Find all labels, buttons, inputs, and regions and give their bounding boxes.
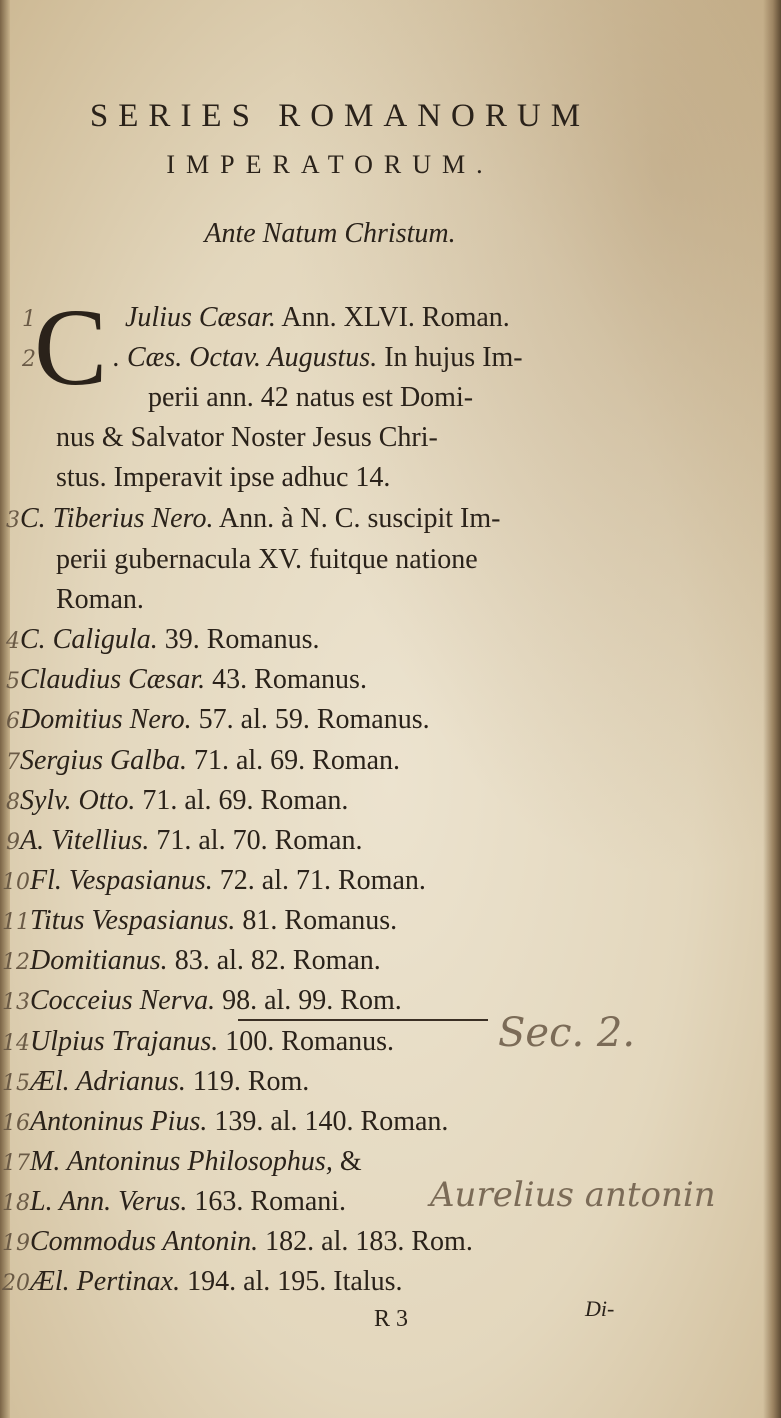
emperor-name: Cocceius Nerva. bbox=[30, 985, 216, 1016]
entry-text: 71. al. 69. Roman. bbox=[186, 745, 401, 776]
entry-text: 100. Romanus. bbox=[218, 1026, 395, 1057]
margin-number: 12 bbox=[2, 950, 30, 975]
emperor-name: M. Antoninus Philosophus, bbox=[30, 1146, 333, 1177]
entry-text: In hujus Im- bbox=[377, 342, 523, 373]
emperor-entry bbox=[2, 1066, 309, 1098]
margin-number: 13 bbox=[2, 990, 30, 1015]
entry-text: 194. al. 195. Italus. bbox=[180, 1266, 403, 1297]
entry-continuation: perii gubernacula XV. fuitque natione bbox=[56, 544, 478, 575]
emperor-name: Domitius Nero. bbox=[20, 704, 192, 735]
margin-number: 11 bbox=[2, 910, 30, 935]
emperor-name: L. Ann. Verus. bbox=[30, 1186, 188, 1217]
emperor-name: Julius Cæsar. bbox=[125, 302, 276, 333]
handwritten-note: Sec. 2. bbox=[498, 1010, 636, 1056]
emperor-entry bbox=[6, 825, 362, 857]
entry-text: 39. Romanus. bbox=[157, 624, 320, 655]
margin-number: 20 bbox=[2, 1271, 30, 1296]
entry-text: 139. al. 140. Roman. bbox=[207, 1106, 449, 1137]
entry-text: 81. Romanus. bbox=[235, 905, 398, 936]
entry-text: 57. al. 59. Romanus. bbox=[191, 704, 430, 735]
emperor-name: Domitianus. bbox=[30, 945, 168, 976]
emperor-entry bbox=[2, 1266, 403, 1298]
underline-mark bbox=[238, 1019, 488, 1021]
emperor-name: Sergius Galba. bbox=[20, 745, 187, 776]
entry-continuation: Roman. bbox=[56, 584, 144, 615]
entry-text: Ann. à N. C. suscipit Im- bbox=[213, 503, 501, 534]
emperor-name: Fl. Vespasianus. bbox=[30, 865, 213, 896]
entry-continuation: stus. Imperavit ipse adhuc 14. bbox=[56, 462, 391, 493]
emperor-name: Æl. Adrianus. bbox=[30, 1066, 186, 1097]
entry-text: 98. al. 99. Rom. bbox=[215, 985, 402, 1016]
emperor-name: Æl. Pertinax. bbox=[30, 1266, 181, 1297]
margin-number: 3 bbox=[6, 508, 20, 533]
signature-mark: R 3 bbox=[374, 1306, 409, 1332]
entry-text: 71. al. 70. Roman. bbox=[149, 825, 363, 856]
emperor-entry bbox=[6, 745, 400, 777]
emperor-name: Commodus Antonin. bbox=[30, 1226, 259, 1257]
emperor-entry bbox=[6, 704, 430, 736]
entry-text: 163. Romani. bbox=[187, 1186, 347, 1217]
margin-number: 17 bbox=[2, 1151, 30, 1176]
emperor-entry bbox=[6, 664, 367, 696]
emperor-entry bbox=[2, 1146, 362, 1178]
emperor-entry bbox=[6, 503, 500, 535]
emperor-entry bbox=[2, 985, 402, 1017]
page-right-edge bbox=[763, 0, 781, 1418]
emperor-entry bbox=[2, 865, 426, 897]
emperor-name: Antoninus Pius. bbox=[30, 1106, 208, 1137]
margin-number: 5 bbox=[6, 669, 20, 694]
emperor-entry bbox=[22, 342, 523, 374]
emperor-entry bbox=[2, 1026, 394, 1058]
drop-cap: C bbox=[34, 286, 108, 408]
emperor-entry bbox=[6, 785, 348, 817]
emperor-name: Claudius Cæsar. bbox=[20, 664, 206, 695]
emperor-entry bbox=[2, 945, 381, 977]
margin-number: 1 bbox=[22, 307, 36, 332]
section-subtitle: Ante Natum Christum. bbox=[204, 218, 456, 249]
entry-continuation: perii ann. 42 natus est Domi- bbox=[148, 382, 474, 413]
margin-number: 18 bbox=[2, 1191, 30, 1216]
emperor-entry bbox=[6, 624, 319, 656]
emperor-name: A. Vitellius. bbox=[20, 825, 150, 856]
entry-text: 119. Rom. bbox=[185, 1066, 310, 1097]
margin-number: 7 bbox=[6, 750, 20, 775]
margin-number: 2 bbox=[22, 347, 36, 372]
entry-text: 71. al. 69. Roman. bbox=[135, 785, 349, 816]
entry-text: Ann. XLVI. Roman. bbox=[275, 302, 510, 333]
entry-text: 43. Romanus. bbox=[205, 664, 367, 695]
page-title: SERIES ROMANORUM bbox=[89, 98, 591, 134]
emperor-entry bbox=[2, 1186, 346, 1218]
entry-text: 83. al. 82. Roman. bbox=[167, 945, 381, 976]
emperor-entry bbox=[2, 905, 397, 937]
margin-number: 10 bbox=[2, 870, 30, 895]
margin-number: 8 bbox=[6, 790, 20, 815]
emperor-name: Ulpius Trajanus. bbox=[30, 1026, 219, 1057]
catchword: Di- bbox=[585, 1296, 615, 1321]
emperor-name: C. Caligula. bbox=[20, 624, 158, 655]
page-title-line2: IMPERATORUM. bbox=[166, 150, 494, 179]
margin-number: 14 bbox=[2, 1031, 30, 1056]
margin-number: 9 bbox=[6, 830, 20, 855]
margin-number: 16 bbox=[2, 1111, 30, 1136]
emperor-name: C. Tiberius Nero. bbox=[20, 503, 214, 534]
entry-text: 182. al. 183. Rom. bbox=[258, 1226, 473, 1257]
emperor-name: Titus Vespasianus. bbox=[30, 905, 236, 936]
margin-number: 19 bbox=[2, 1231, 30, 1256]
margin-number: 6 bbox=[6, 709, 20, 734]
emperor-entry bbox=[2, 1226, 473, 1258]
margin-number: 15 bbox=[2, 1071, 30, 1096]
entry-text: 72. al. 71. Roman. bbox=[212, 865, 426, 896]
margin-number: 4 bbox=[6, 629, 20, 654]
emperor-name: Sylv. Otto. bbox=[20, 785, 136, 816]
entry-continuation: nus & Salvator Noster Jesus Chri- bbox=[56, 422, 438, 453]
entry-text: & bbox=[332, 1146, 362, 1177]
handwritten-note: Aurelius antonin bbox=[430, 1175, 716, 1215]
emperor-entry bbox=[22, 302, 510, 334]
emperor-name: . Cæs. Octav. Augustus. bbox=[113, 342, 378, 373]
emperor-entry bbox=[2, 1106, 448, 1138]
